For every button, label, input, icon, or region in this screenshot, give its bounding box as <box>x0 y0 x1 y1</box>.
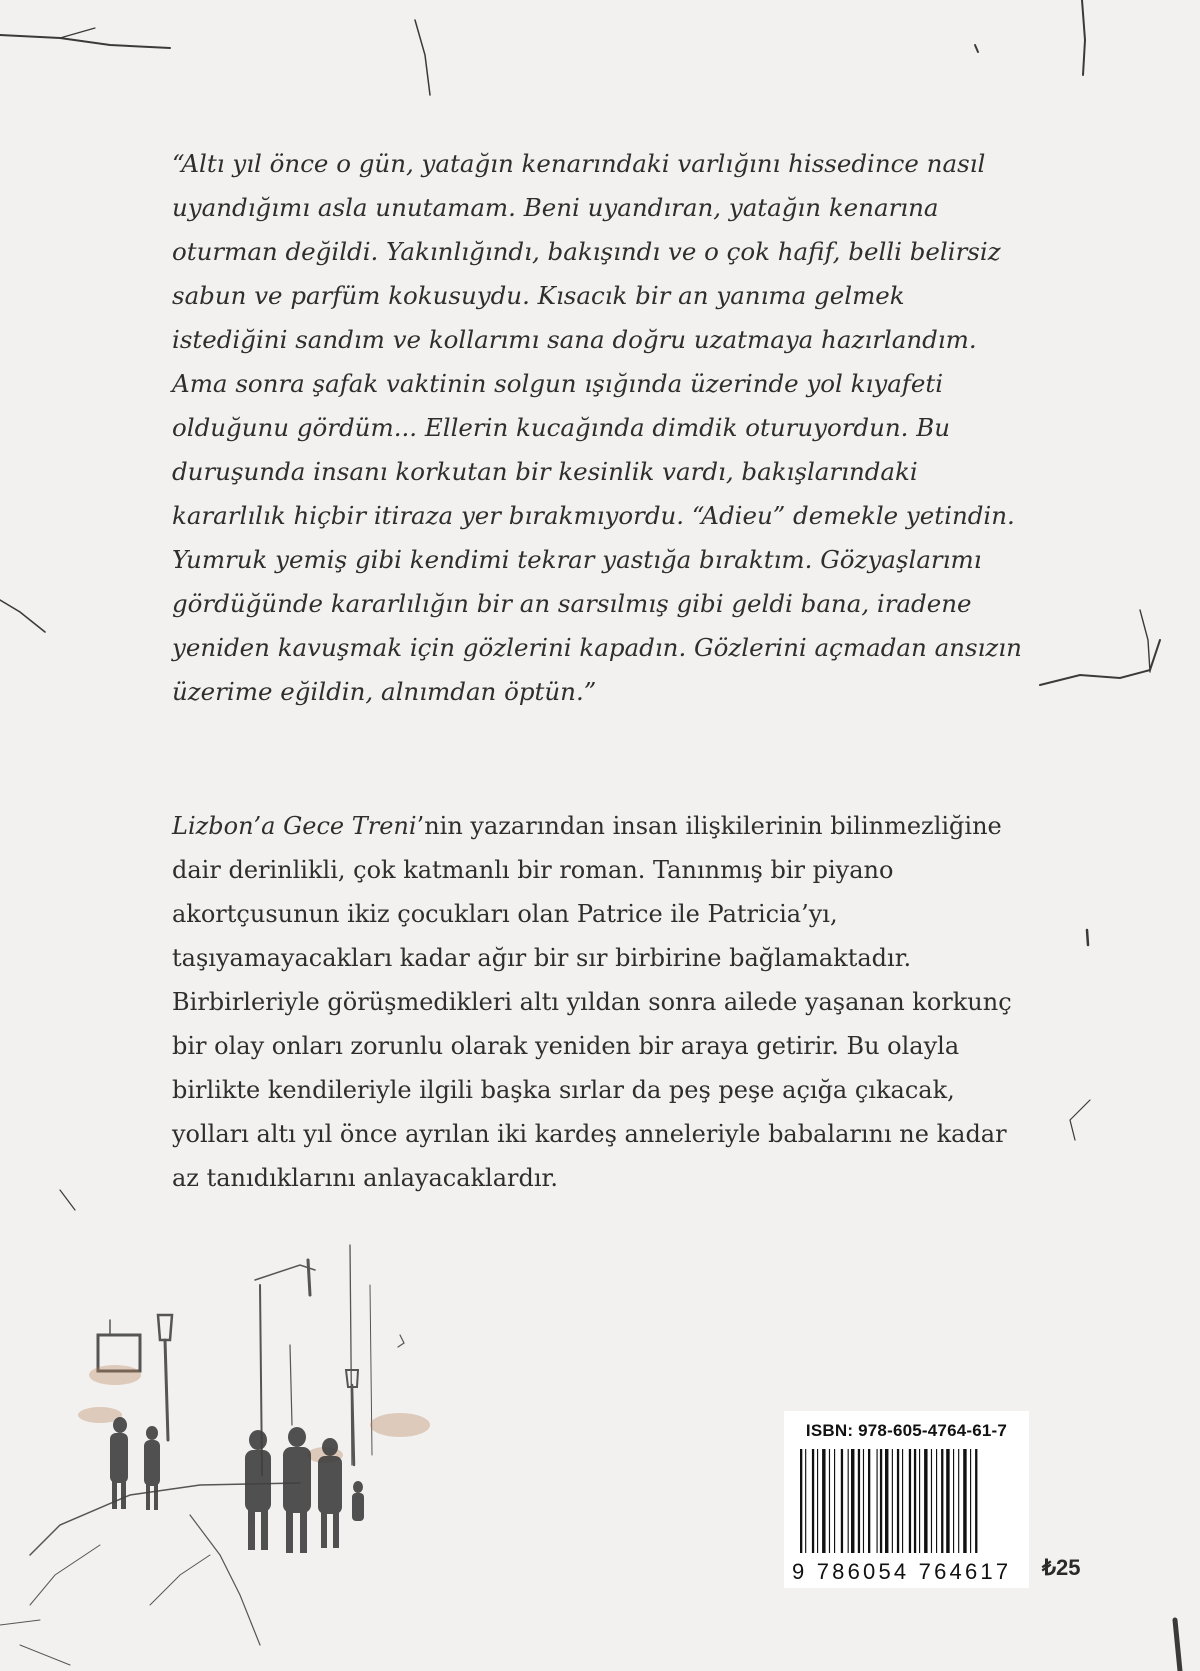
street-scene-illustration <box>0 1225 620 1671</box>
blurb-body: ’nin yazarından insan ilişkilerinin bilinmezliğine dair derinlikli, çok katmanlı bir roman. Tanınmış bir piyano akortçusunun ikiz çocukları olan Patrice ile Patricia’yı, taşıyamayacakları kadar ağır bir sır birbirine bağlamaktadır. Birbirleriyle görüşmedikleri altı yıldan sonra ailede yaşanan korkunç bir olay onları zorunlu olarak yeniden bir araya getirir. Bu olayla birlikte kendileriyle ilgili başka sırlar da peş peşe açığa çıkacak, yolları altı yıl önce ayrılan iki kardeş anneleriyle babalarını ne kadar az tanıdıklarını anlayacaklardır. <box>172 812 1012 1192</box>
price-label: ₺25 <box>1042 1555 1081 1580</box>
barcode-icon <box>798 1449 1015 1567</box>
isbn-label: ISBN: 978-605-4764-61-7 <box>805 1421 1008 1440</box>
quote-text: “Altı yıl önce o gün, yatağın kenarındaki varlığını hissedince nasıl uyandığımı asla unutamam. Beni uyandıran, yatağın kenarına oturman değildi. Yakınlığındı, bakışındı ve o çok hafif, belli belirsiz sabun ve parfüm kokusuydu. Kısacık bir an yanıma gelmek istediğini sandım ve kollarımı sana doğru uzatmaya hazırlandım. Ama sonra şafak vaktinin solgun ışığında üzerinde yol kıyafeti olduğunu gördüm... Ellerin kucağında dimdik oturuyordun. Bu duruşunda insanı korkutan bir kesinlik vardı, bakışlarındaki kararlılık hiçbir itiraza yer bırakmıyordu. “Adieu” demekle yetindin. Yumruk yemiş gibi kendimi tekrar yastığa bıraktım. Gözyaşlarımı gördüğünde kararlılığın bir an sarsılmış gibi geldi bana, iradene yeniden kavuşmak için gözlerini kapadın. Gözlerini açmadan ansızın üzerime eğildin, alnımdan öptün.” <box>172 149 1022 706</box>
isbn-barcode-block <box>784 1411 1029 1588</box>
book-title-reference: Lizbon’a Gece Treni <box>172 812 417 840</box>
blurb-text <box>172 804 1032 1200</box>
barcode-digits: 9 786054 764617 <box>792 1559 1012 1584</box>
